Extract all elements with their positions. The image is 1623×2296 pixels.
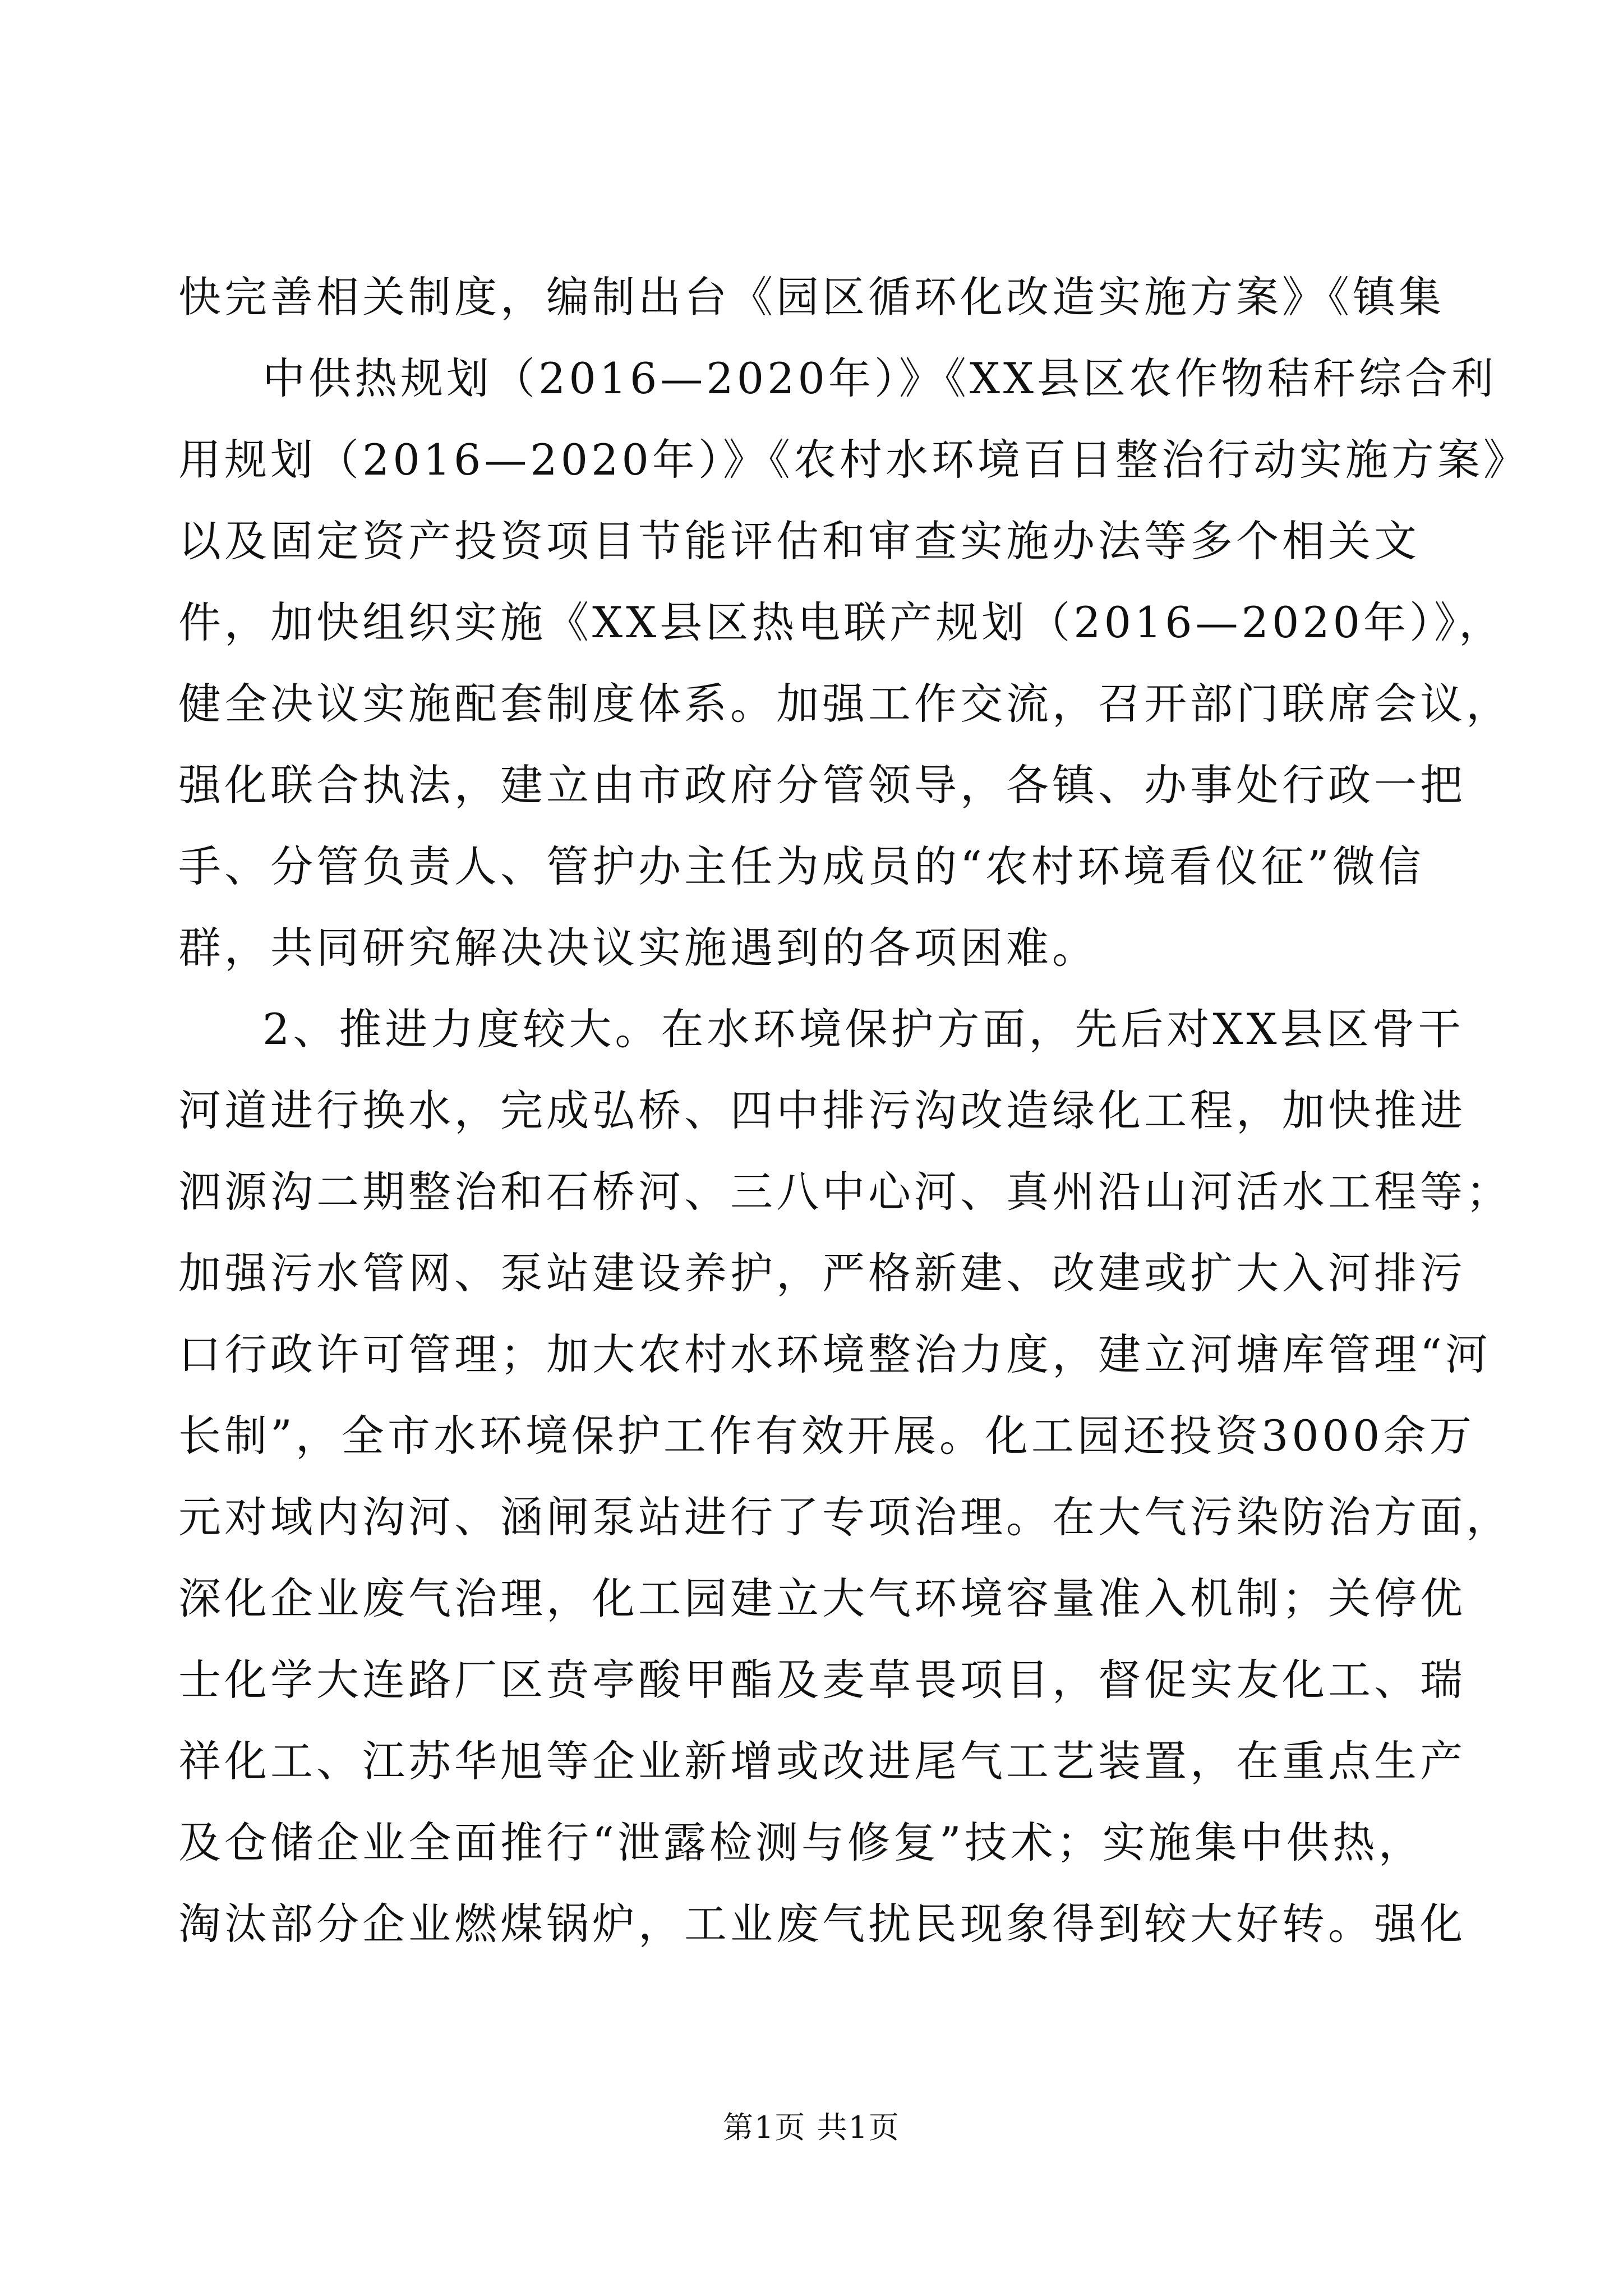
text-line: 健全决议实施配套制度体系。加强工作交流，召开部门联席会议， xyxy=(178,679,1512,729)
text-line: 淘汰部分企业燃煤锅炉，工业废气扰民现象得到较大好转。强化 xyxy=(178,1899,1466,1949)
text-line: 泗源沟二期整治和石桥河、三八中心河、真州沿山河活水工程等； xyxy=(178,1167,1512,1217)
text-line: 中供热规划（2016—2020年）》《XX县区农作物秸秆综合利 xyxy=(262,353,1497,403)
text-line: 手、分管负责人、管护办主任为成员的“农村环境看仪征”微信 xyxy=(178,841,1424,891)
text-line: 件，加快组织实施《XX县区热电联产规划（2016—2020年）》， xyxy=(178,597,1505,647)
text-line: 祥化工、江苏华旭等企业新增或改进尾气工艺装置，在重点生产 xyxy=(178,1736,1466,1786)
text-line: 士化学大连路厂区贲亭酸甲酯及麦草畏项目，督促实友化工、瑞 xyxy=(178,1655,1466,1705)
text-line: 口行政许可管理；加大农村水环境整治力度，建立河塘库管理“河 xyxy=(178,1329,1491,1379)
text-line: 加强污水管网、泵站建设养护，严格新建、改建或扩大入河排污 xyxy=(178,1248,1466,1298)
text-line: 长制”，全市水环境保护工作有效开展。化工园还投资3000余万 xyxy=(178,1411,1476,1461)
text-line: 2、推进力度较大。在水环境保护方面，先后对XX县区骨干 xyxy=(262,1004,1464,1054)
text-line: 及仓储企业全面推行“泄露检测与修复”技术；实施集中供热， xyxy=(178,1818,1424,1867)
text-line: 强化联合执法，建立由市政府分管领导，各镇、办事处行政一把 xyxy=(178,760,1466,810)
text-line: 元对域内沟河、涵闸泵站进行了专项治理。在大气污染防治方面， xyxy=(178,1492,1512,1542)
text-line: 用规划（2016—2020年）》《农村水环境百日整治行动实施方案》 xyxy=(178,435,1529,485)
text-line: 深化企业废气治理，化工园建立大气环境容量准入机制；关停优 xyxy=(178,1573,1466,1623)
page-number-footer: 第1页 共1页 xyxy=(723,2110,900,2145)
text-line: 河道进行换水，完成弘桥、四中排污沟改造绿化工程，加快推进 xyxy=(178,1085,1466,1135)
text-line: 群，共同研究解决决议实施遇到的各项困难。 xyxy=(178,923,1098,973)
text-line: 快完善相关制度，编制出台《园区循环化改造实施方案》《镇集 xyxy=(178,272,1445,322)
text-line: 以及固定资产投资项目节能评估和审查实施办法等多个相关文 xyxy=(178,516,1420,566)
